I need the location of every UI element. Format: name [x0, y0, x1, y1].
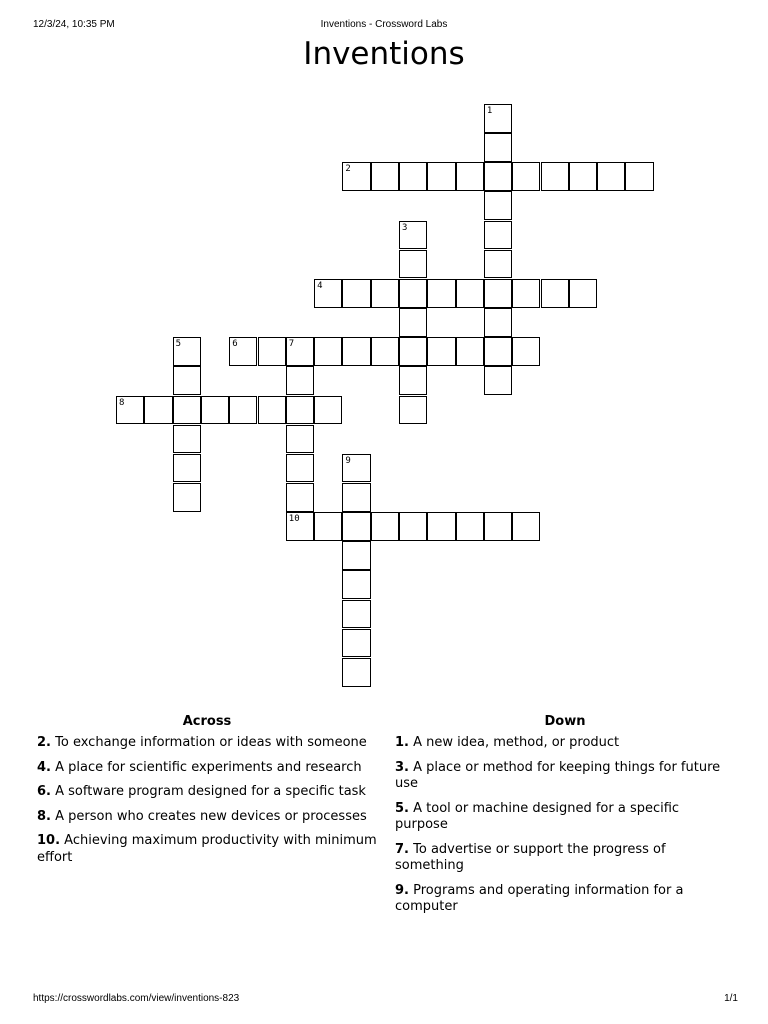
- clue-down-3: [395, 760, 735, 793]
- grid-cell[interactable]: [597, 162, 625, 191]
- clue-text: A new idea, method, or product: [413, 735, 620, 750]
- grid-cell[interactable]: [371, 162, 399, 191]
- grid-cell[interactable]: [342, 454, 370, 483]
- clue-number: 4.: [37, 759, 51, 775]
- grid-cell[interactable]: [173, 337, 201, 366]
- cell-number: 8: [119, 397, 125, 408]
- clue-number: 8.: [37, 808, 51, 824]
- grid-cell[interactable]: [314, 337, 342, 366]
- grid-cell[interactable]: [342, 541, 370, 570]
- cell-number: 10: [288, 514, 300, 525]
- grid-cell[interactable]: [342, 512, 370, 541]
- grid-cell[interactable]: [286, 396, 314, 425]
- cell-number: 3: [402, 222, 408, 233]
- grid-cell[interactable]: [173, 454, 201, 483]
- grid-cell[interactable]: [229, 396, 257, 425]
- grid-cell[interactable]: [456, 279, 484, 308]
- grid-cell[interactable]: [399, 337, 427, 366]
- page-number: 1/1: [724, 993, 738, 1004]
- grid-cell[interactable]: [314, 279, 342, 308]
- grid-cell[interactable]: [399, 396, 427, 425]
- clue-number: 3.: [395, 759, 409, 775]
- puzzle-title: Inventions: [303, 36, 465, 72]
- grid-cell[interactable]: [286, 366, 314, 395]
- print-datetime: 12/3/24, 10:35 PM: [33, 19, 115, 30]
- clue-text: A place or method for keeping things for future use: [395, 759, 721, 791]
- cell-number: 4: [317, 280, 323, 291]
- grid-cell[interactable]: [484, 308, 512, 337]
- clue-number: 10.: [37, 833, 61, 848]
- grid-cell[interactable]: [456, 512, 484, 541]
- grid-cell[interactable]: [456, 337, 484, 366]
- grid-cell[interactable]: [116, 396, 144, 425]
- grid-cell[interactable]: [173, 425, 201, 454]
- grid-cell[interactable]: [484, 162, 512, 191]
- grid-cell[interactable]: [286, 454, 314, 483]
- cell-number: 9: [345, 455, 351, 466]
- clue-down-7: [395, 842, 735, 875]
- grid-cell[interactable]: [342, 337, 370, 366]
- grid-cell[interactable]: [484, 191, 512, 220]
- clue-text: To exchange information or ideas with someone: [55, 735, 367, 750]
- grid-cell[interactable]: [484, 366, 512, 395]
- down-heading: Down: [544, 714, 586, 729]
- grid-cell[interactable]: [399, 221, 427, 250]
- grid-cell[interactable]: [399, 512, 427, 541]
- clue-down-1: [395, 735, 735, 752]
- grid-cell[interactable]: [399, 250, 427, 279]
- grid-cell[interactable]: [342, 162, 370, 191]
- grid-cell[interactable]: [286, 425, 314, 454]
- grid-cell[interactable]: [399, 162, 427, 191]
- clue-text: A person who creates new devices or processes: [55, 808, 367, 824]
- grid-cell[interactable]: [314, 396, 342, 425]
- print-doc-title: Inventions - Crossword Labs: [320, 19, 448, 30]
- clue-across-4: [37, 760, 377, 777]
- grid-cell[interactable]: [399, 366, 427, 395]
- grid-cell[interactable]: [258, 337, 286, 366]
- clue-across-2: [37, 735, 377, 752]
- clue-down-9: [395, 883, 735, 916]
- clue-text: A tool or machine designed for a specific purpose: [395, 800, 680, 832]
- grid-cell[interactable]: [512, 512, 540, 541]
- cell-number: 7: [288, 339, 295, 350]
- grid-cell[interactable]: [541, 279, 569, 308]
- grid-cell[interactable]: [512, 162, 540, 191]
- grid-cell[interactable]: [371, 512, 399, 541]
- grid-cell[interactable]: [342, 600, 370, 629]
- grid-cell[interactable]: [342, 570, 370, 599]
- grid-cell[interactable]: [541, 162, 569, 191]
- grid-cell[interactable]: [456, 162, 484, 191]
- grid-cell[interactable]: [484, 512, 512, 541]
- grid-cell[interactable]: [484, 104, 512, 133]
- grid-cell[interactable]: [569, 162, 597, 191]
- clue-number: 2.: [37, 735, 51, 750]
- clue-text: Programs and operating information for a computer: [395, 882, 684, 914]
- grid-cell[interactable]: [342, 658, 370, 687]
- grid-cell[interactable]: [286, 337, 314, 366]
- cell-number: 5: [175, 339, 182, 350]
- grid-cell[interactable]: [314, 512, 342, 541]
- clue-down-5: [395, 801, 735, 834]
- grid-cell[interactable]: [484, 221, 512, 250]
- grid-cell[interactable]: [399, 279, 427, 308]
- grid-cell[interactable]: [484, 279, 512, 308]
- grid-cell[interactable]: [512, 337, 540, 366]
- grid-cell[interactable]: [286, 483, 314, 512]
- clue-number: 1.: [395, 735, 409, 750]
- clue-across-8: [37, 809, 377, 826]
- grid-cell[interactable]: [399, 308, 427, 337]
- grid-cell[interactable]: [484, 337, 512, 366]
- down-clues: [395, 714, 735, 924]
- grid-cell[interactable]: [229, 337, 257, 366]
- clue-number: 5.: [395, 800, 409, 816]
- clue-number: 7.: [395, 841, 409, 857]
- grid-cell[interactable]: [342, 279, 370, 308]
- clue-across-10: [37, 833, 377, 866]
- across-clues: [37, 714, 377, 874]
- grid-cell[interactable]: [371, 279, 399, 308]
- clue-text: A software program designed for a specific task: [55, 784, 366, 799]
- cell-number: 1: [486, 106, 493, 116]
- grid-cell[interactable]: [512, 279, 540, 308]
- clue-number: 6.: [37, 784, 51, 799]
- grid-cell[interactable]: [569, 279, 597, 308]
- grid-cell[interactable]: [258, 396, 286, 425]
- grid-cell[interactable]: [625, 162, 653, 191]
- grid-cell[interactable]: [427, 162, 455, 191]
- grid-cell[interactable]: [484, 133, 512, 162]
- clue-text: To advertise or support the progress of something: [395, 841, 666, 873]
- grid-cell[interactable]: [173, 396, 201, 425]
- clue-text: Achieving maximum productivity with minimum effort: [37, 833, 377, 865]
- grid-cell[interactable]: [484, 250, 512, 279]
- grid-cell[interactable]: [286, 512, 314, 541]
- grid-cell[interactable]: [342, 483, 370, 512]
- cell-number: 6: [232, 339, 238, 350]
- page-url: https://crosswordlabs.com/view/inventions-823: [33, 993, 240, 1004]
- grid-cell[interactable]: [427, 337, 455, 366]
- grid-cell[interactable]: [342, 629, 370, 658]
- grid-cell[interactable]: [144, 396, 172, 425]
- grid-cell[interactable]: [173, 483, 201, 512]
- grid-cell[interactable]: [427, 279, 455, 308]
- grid-cell[interactable]: [173, 366, 201, 395]
- clue-text: A place for scientific experiments and research: [55, 759, 362, 775]
- clue-number: 9.: [395, 882, 409, 898]
- grid-cell[interactable]: [201, 396, 229, 425]
- across-heading: Across: [182, 714, 232, 729]
- grid-cell[interactable]: [371, 337, 399, 366]
- grid-cell[interactable]: [427, 512, 455, 541]
- clue-across-6: [37, 784, 377, 801]
- cell-number: 2: [345, 164, 351, 175]
